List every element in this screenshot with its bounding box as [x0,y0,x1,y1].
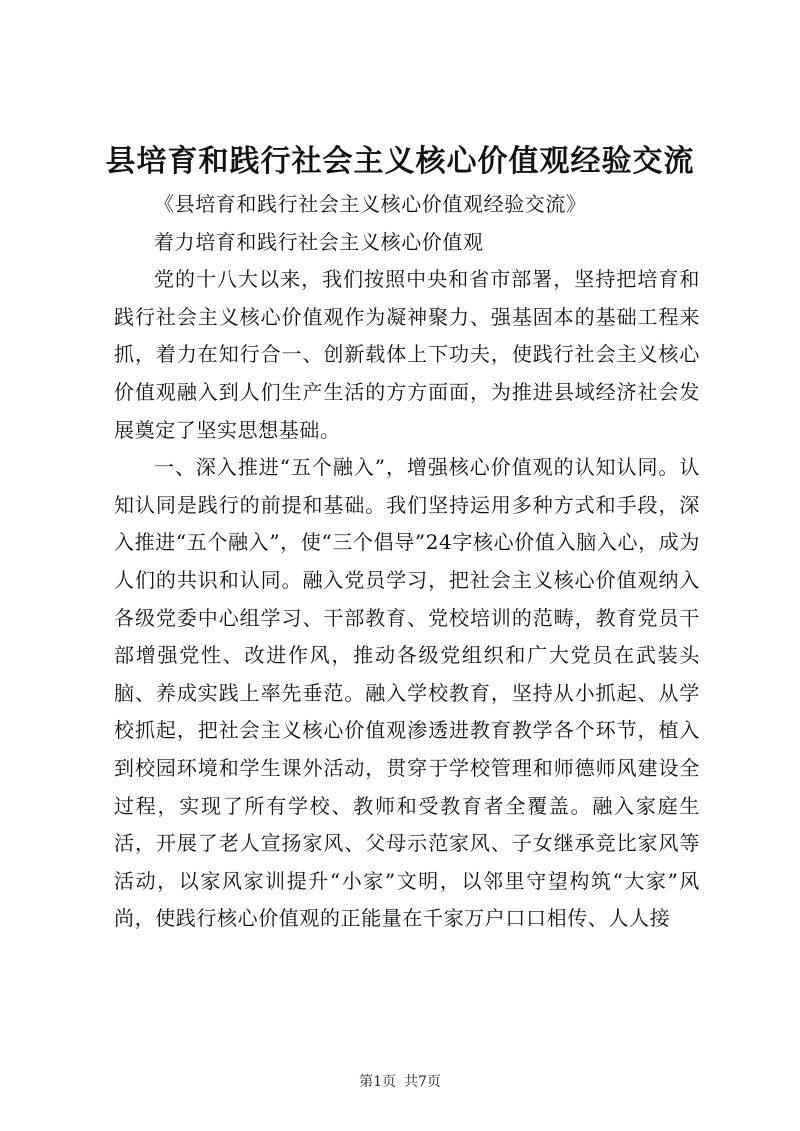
document-body [114,186,700,938]
page-total: 共7页 [404,1074,441,1090]
page-footer [0,1072,800,1092]
page-number: 第1页 [359,1074,396,1090]
paragraph-section-one: 一、深入推进“五个融入”，增强核心价值观的认知认同。认知认同是践行的前提和基础。我们坚持运用多种方式和手段，深入推进“五个融入”，使“三个倡导”24字核心价值入脑入心，成为人们的共识和认同。融入党员学习，把社会主义核心价值观纳入各级党委中心组学习、干部教育、党校培训的范畴，教育党员干部增强党性、改进作风，推动各级党组织和广大党员在武装头脑、养成实践上率先垂范。融入学校教育，坚持从小抓起、从学校抓起，把社会主义核心价值观渗透进教育教学各个环节，植入到校园环境和学生课外活动，贯穿于学校管理和师德师风建设全过程，实现了所有学校、教师和受教育者全覆盖。融入家庭生活，开展了老人宣扬家风、父母示范家风、子女继承竞比家风等活动，以家风家训提升“小家”文明，以邻里守望构筑“大家”风尚，使践行核心价值观的正能量在千家万户口口相传、人人接 [114,455,700,931]
paragraph-heading: 着力培育和践行社会主义核心价值观 [154,229,484,254]
document-title: 县培育和践行社会主义核心价值观经验交流 [105,144,695,179]
paragraph-intro: 党的十八大以来，我们按照中央和省市部署，坚持把培育和践行社会主义核心价值观作为凝神聚力、强基固本的基础工程来抓，着力在知行合一、创新载体上下功夫，使践行社会主义核心价值观融入到人们生产生活的方方面面，为推进县域经济社会发展奠定了坚实思想基础。 [114,267,700,442]
paragraph-subtitle: 《县培育和践行社会主义核心价值观经验交流》 [154,192,587,216]
